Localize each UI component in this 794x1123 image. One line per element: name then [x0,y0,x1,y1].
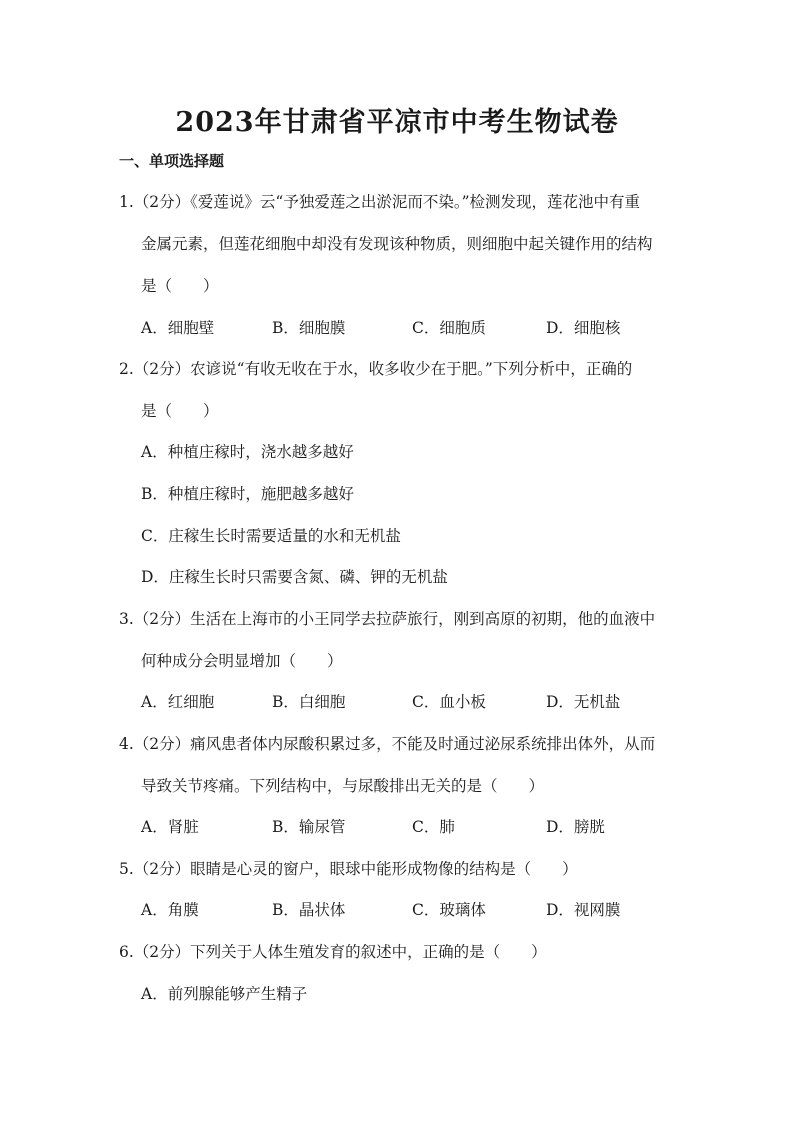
question-1-line-1: 1.（2分）《爱莲说》云“予独爱莲之出淤泥而不染。”检测发现，莲花池中有重 [119,193,641,211]
question-1-option-c: C．细胞质 [412,319,486,337]
question-4-option-a: A．肾脏 [141,818,199,836]
question-2-option-c: C．庄稼生长时需要适量的水和无机盐 [141,527,401,545]
question-3-line-2: 何种成分会明显增加（ ） [141,652,343,670]
question-6-option-a: A．前列腺能够产生精子 [141,985,308,1003]
question-4-option-c: C．肺 [412,818,455,836]
question-5-option-a: A．角膜 [141,901,199,919]
question-4-option-d: D．膀胱 [546,818,605,836]
question-2-option-d: D．庄稼生长时只需要含氮、磷、钾的无机盐 [141,568,448,586]
question-3-option-b: B．白细胞 [272,693,346,711]
question-2-option-b: B．种植庄稼时，施肥越多越好 [141,485,354,503]
question-5-option-d: D．视网膜 [546,901,621,919]
question-1-option-d: D．细胞核 [546,319,621,337]
question-2-option-a: A．种植庄稼时，浇水越多越好 [141,443,354,461]
question-3-option-d: D．无机盐 [546,693,621,711]
question-4-line-1: 4.（2分）痛风患者体内尿酸积累过多，不能及时通过泌尿系统排出体外，从而 [119,735,656,753]
question-6-line-1: 6.（2分）下列关于人体生殖发育的叙述中，正确的是（ ） [119,943,547,961]
question-3-option-a: A．红细胞 [141,693,215,711]
question-3-option-c: C．血小板 [412,693,486,711]
section-heading: 一、单项选择题 [119,152,225,170]
page-title: 2023年甘肃省平凉市中考生物试卷 [175,107,619,138]
question-3-line-1: 3.（2分）生活在上海市的小王同学去拉萨旅行，刚到高原的初期，他的血液中 [119,610,656,628]
question-5-line-1: 5.（2分）眼睛是心灵的窗户，眼球中能形成物像的结构是（ ） [119,860,578,878]
question-4-line-2: 导致关节疼痛。下列结构中，与尿酸排出无关的是（ ） [141,777,545,795]
question-2-line-2: 是（ ） [141,402,219,420]
question-5-option-b: B．晶状体 [272,901,346,919]
question-2-line-1: 2.（2分）农谚说“有收无收在于水，收多收少在于肥。”下列分析中，正确的 [119,360,633,378]
question-1-option-a: A．细胞壁 [141,319,215,337]
question-1-line-3: 是（ ） [141,277,219,295]
question-4-option-b: B．输尿管 [272,818,346,836]
question-5-option-c: C．玻璃体 [412,901,486,919]
question-1-option-b: B．细胞膜 [272,319,346,337]
question-1-line-2: 金属元素，但莲花细胞中却没有发现该种物质，则细胞中起关键作用的结构 [141,235,653,253]
